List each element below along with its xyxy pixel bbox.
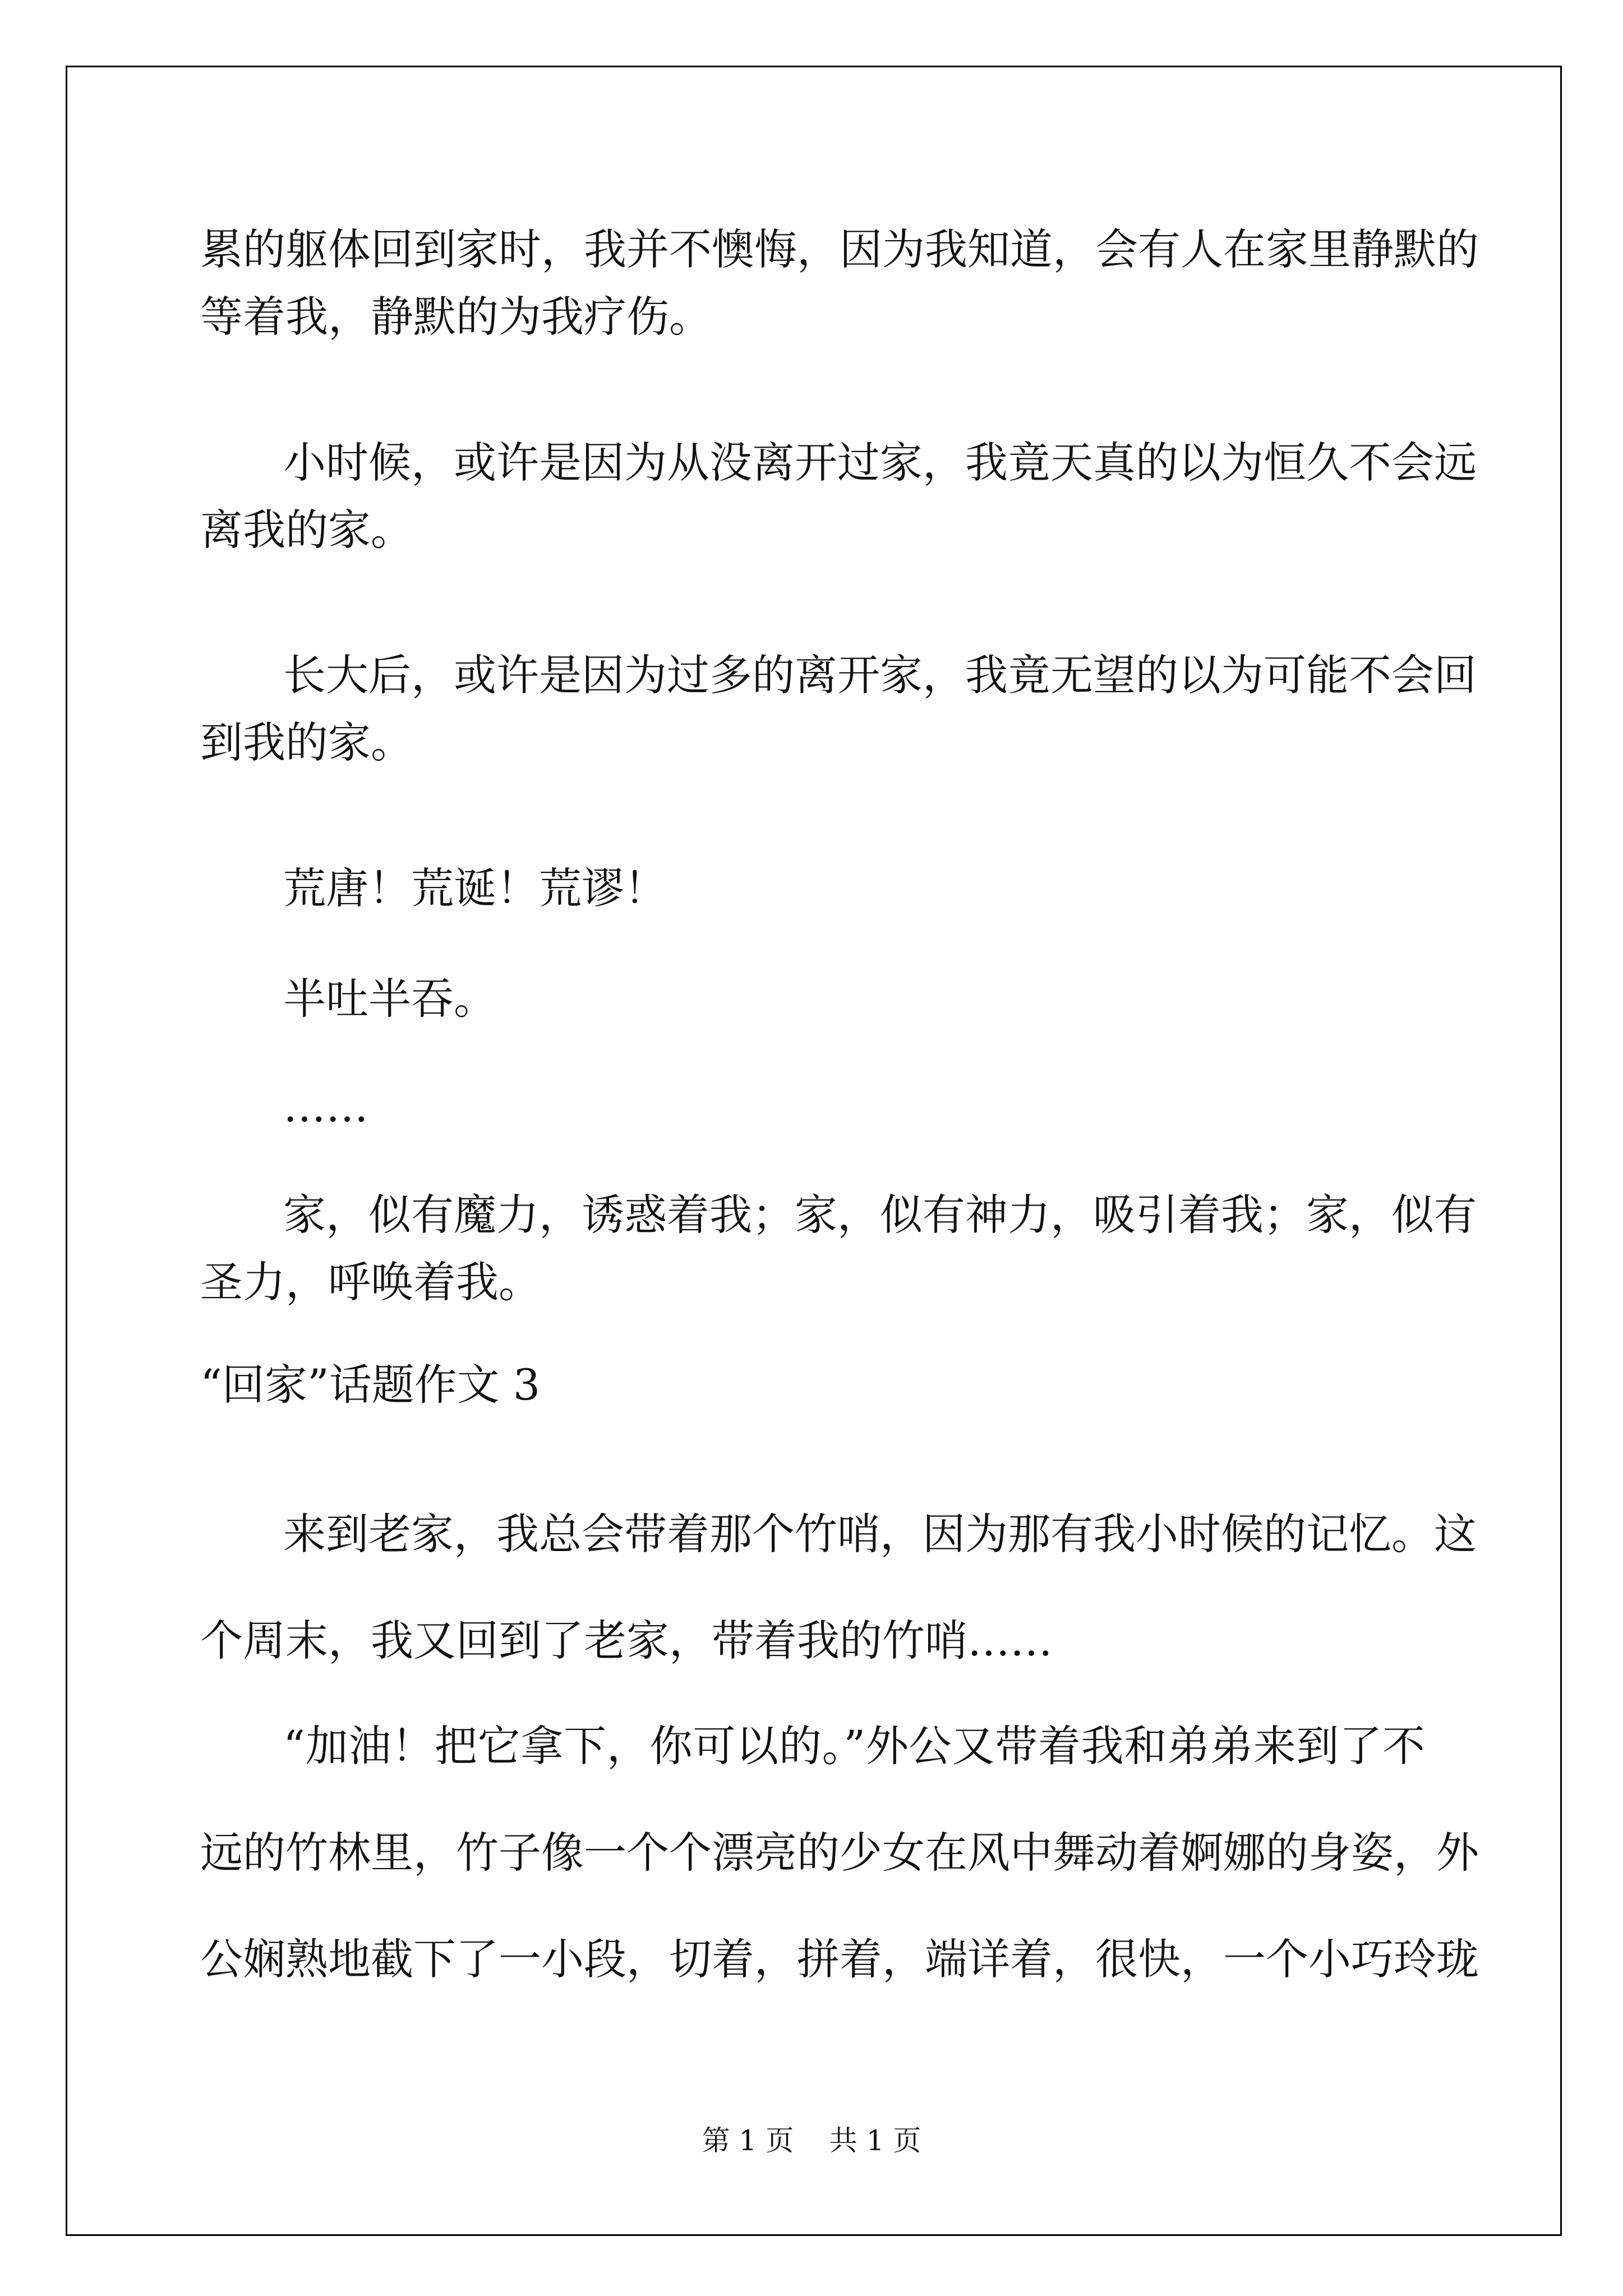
text-line: 荒唐！荒诞！荒谬！ xyxy=(283,863,667,913)
text-line: 长大后，或许是因为过多的离开家，我竟无望的以为可能不会回 xyxy=(283,650,1477,700)
text-line: 远的竹林里，竹子像一个个漂亮的少女在风中舞动着婀娜的身姿，外 xyxy=(200,1828,1479,1878)
text-line: 公娴熟地截下了一小段，切着，拼着，端详着，很快，一个小巧玲珑 xyxy=(200,1934,1479,1984)
text-line: 累的躯体回到家时，我并不懊悔，因为我知道，会有人在家里静默的 xyxy=(200,224,1479,274)
text-line: 小时候，或许是因为从没离开过家，我竟天真的以为恒久不会远 xyxy=(283,438,1477,487)
section-heading: “回家”话题作文 3 xyxy=(200,1360,541,1410)
text-line: …… xyxy=(283,1082,368,1131)
text-line: 家，似有魔力，诱惑着我；家，似有神力，吸引着我；家，似有 xyxy=(283,1190,1477,1240)
text-line: 个周末，我又回到了老家，带着我的竹哨…… xyxy=(200,1616,1053,1665)
text-line: “加油！把它拿下，你可以的。”外公又带着我和弟弟来到了不 xyxy=(283,1721,1425,1771)
text-line: 等着我，静默的为我疗伤。 xyxy=(200,292,712,342)
text-line: 半吐半吞。 xyxy=(283,974,496,1024)
text-line: 来到老家，我总会带着那个竹哨，因为那有我小时候的记忆。这 xyxy=(283,1509,1477,1559)
page-number-footer: 第 1 页 共 1 页 xyxy=(702,2124,921,2157)
text-line: 离我的家。 xyxy=(200,505,413,555)
page-border xyxy=(66,66,1562,2236)
text-line: 圣力，呼唤着我。 xyxy=(200,1257,541,1307)
text-line: 到我的家。 xyxy=(200,717,413,767)
